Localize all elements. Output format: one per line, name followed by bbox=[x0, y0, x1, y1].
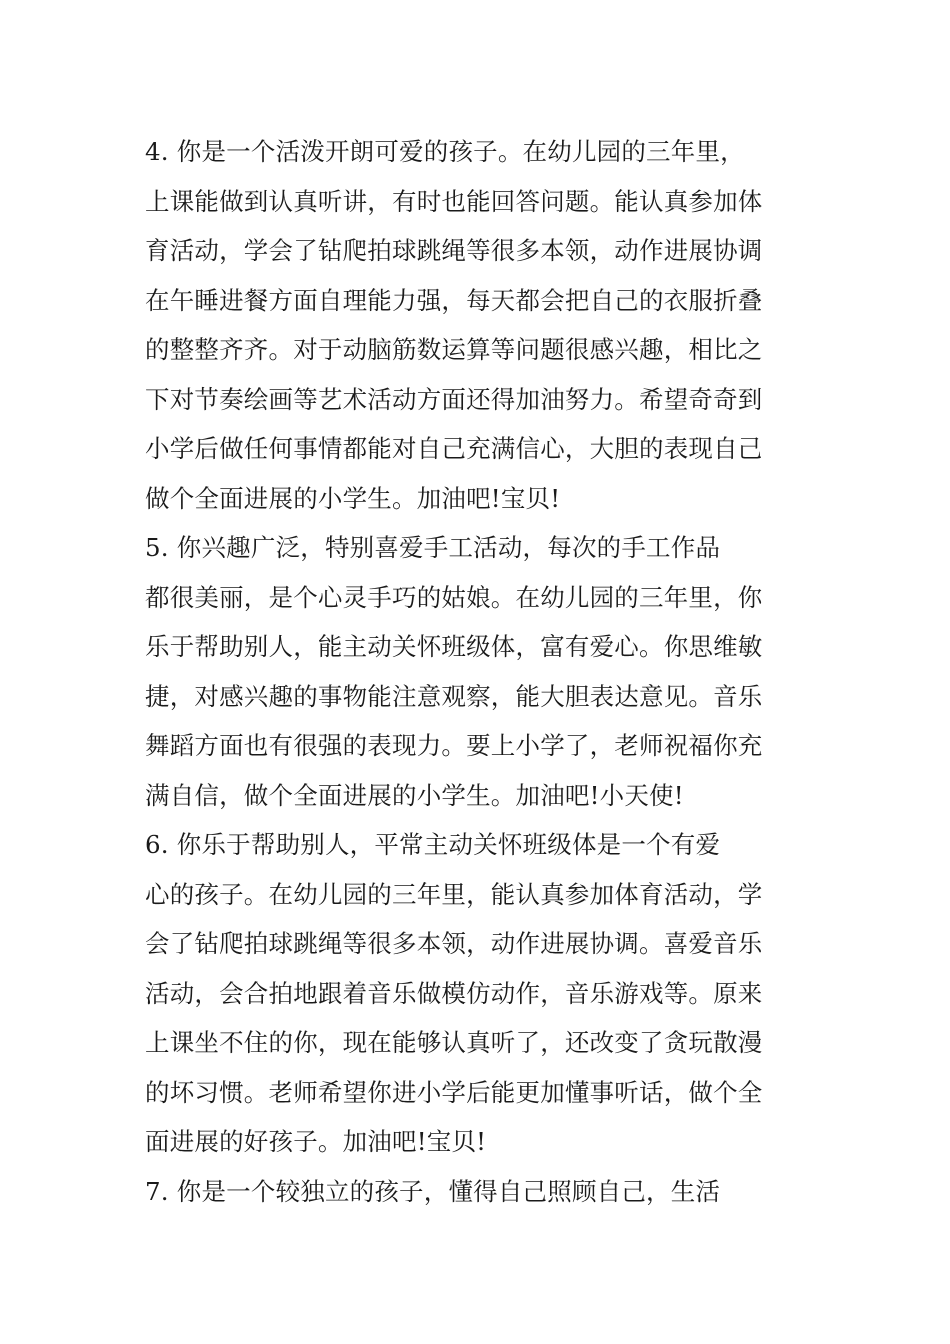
line: 心的孩子。在幼儿园的三年里，能认真参加体育活动，学 bbox=[145, 879, 763, 909]
line: 下对节奏绘画等艺术活动方面还得加油努力。希望奇奇到 bbox=[145, 384, 763, 414]
paragraph-5 bbox=[145, 523, 815, 820]
line: 上课能做到认真听讲，有时也能回答问题。能认真参加体 bbox=[145, 186, 763, 216]
line: 4. 你是一个活泼开朗可爱的孩子。在幼儿园的三年里， bbox=[145, 137, 745, 166]
line: 的整整齐齐。对于动脑筋数运算等问题很感兴趣，相比之 bbox=[145, 335, 763, 364]
line: 面进展的好孩子。加油吧!宝贝! bbox=[145, 1127, 487, 1156]
line: 育活动，学会了钻爬拍球跳绳等很多本领，动作进展协调 bbox=[145, 236, 763, 265]
paragraph-4 bbox=[145, 127, 815, 523]
paragraph-7 bbox=[145, 1167, 815, 1217]
line: 会了钻爬拍球跳绳等很多本领，动作进展协调。喜爱音乐 bbox=[145, 929, 763, 958]
document-body bbox=[145, 127, 815, 1216]
line: 小学后做任何事情都能对自己充满信心，大胆的表现自己 bbox=[145, 434, 763, 463]
line: 在午睡进餐方面自理能力强，每天都会把自己的衣服折叠 bbox=[145, 285, 763, 315]
line: 7. 你是一个较独立的孩子，懂得自己照顾自己，生活 bbox=[145, 1176, 721, 1206]
line: 做个全面进展的小学生。加油吧!宝贝! bbox=[145, 483, 561, 513]
line: 满自信，做个全面进展的小学生。加油吧!小天使! bbox=[145, 780, 684, 810]
line: 舞蹈方面也有很强的表现力。要上小学了，老师祝福你充 bbox=[145, 731, 763, 760]
line: 的坏习惯。老师希望你进小学后能更加懂事听话，做个全 bbox=[145, 1077, 763, 1107]
line: 上课坐不住的你，现在能够认真听了，还改变了贪玩散漫 bbox=[145, 1028, 763, 1057]
line: 活动，会合拍地跟着音乐做模仿动作，音乐游戏等。原来 bbox=[145, 978, 763, 1008]
paragraph-6 bbox=[145, 820, 815, 1167]
line: 都很美丽，是个心灵手巧的姑娘。在幼儿园的三年里，你 bbox=[145, 582, 763, 612]
line: 5. 你兴趣广泛，特别喜爱手工活动，每次的手工作品 bbox=[145, 533, 721, 562]
line: 6. 你乐于帮助别人，平常主动关怀班级体是一个有爱 bbox=[145, 830, 721, 859]
line: 乐于帮助别人，能主动关怀班级体，富有爱心。你思维敏 bbox=[145, 632, 763, 661]
line: 捷，对感兴趣的事物能注意观察，能大胆表达意见。音乐 bbox=[145, 681, 763, 711]
